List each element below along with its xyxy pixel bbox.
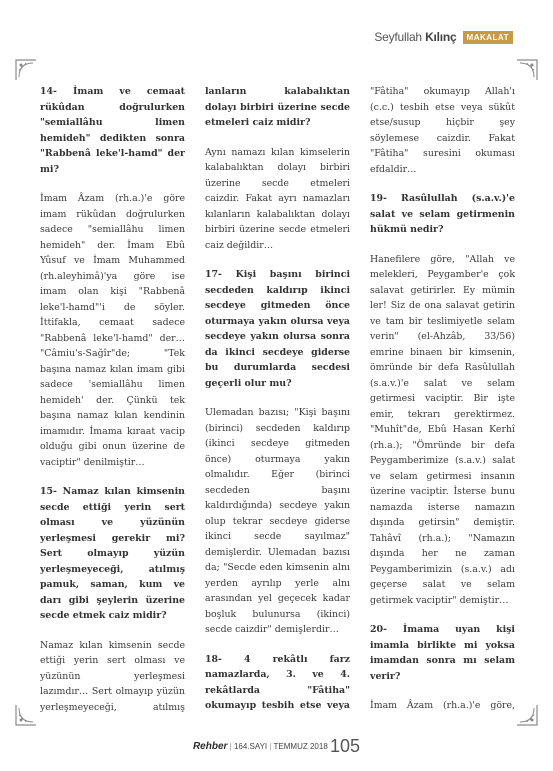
article-body (40, 84, 515, 716)
magazine-brand: Rehber (192, 741, 228, 752)
issue-number: 164.SAYI (233, 742, 268, 751)
corner-ornament-icon (515, 58, 539, 82)
question-heading: 19- Rasûlullah (s.a.v.)'e salat ve selam getirmenin hükmü nedir? (370, 193, 515, 235)
corner-ornament-icon (14, 703, 38, 727)
author-name (374, 30, 456, 44)
question-heading: 14- İmam ve cemaat rükûdan doğrulurken "semiallâhu limen hemideh" dedikten sonra "Rabbenâ leke'l-hamd" der mi? (40, 86, 185, 175)
question-heading: 20- İmama uyan kişi imamla birlikte mi yoksa imamdan sonra mı selam verir? (370, 624, 515, 682)
page-header (374, 30, 513, 44)
column-1 (40, 84, 185, 716)
question-heading: 15- Namaz kılan kimsenin secde ettiği yerin sert olması ve yüzünün yerleşmesi gerekir mi? Sert olmayıp yüzün yerleşmeyeceği, atılmış pamuk, saman, kum ve darı gibi şeylerin üzerine secde etmek caiz midir? (40, 486, 185, 621)
page-number: 105 (330, 736, 361, 756)
answer-paragraph: "Fâtiha" okumayıp Allah'ı (c.c.) tesbih etse veya sükût etse/susup hiçbir şey söylemese caizdir. Fakat "Fâtiha" suresini okuması efdaldir… (370, 86, 515, 175)
column-3 (370, 84, 515, 716)
corner-ornament-icon (515, 703, 539, 727)
footer-separator: | (269, 742, 272, 751)
corner-ornament-icon (14, 58, 38, 82)
answer-paragraph: Namaz kılan kimsenin secde ettiği yerin sert olması ve yüzünün yerleşmesi lazımdır… Sert olmayıp yüzün yerleşmeyeceği, atılmış (40, 639, 185, 713)
answer-paragraph: İmam Âzam (rh.a.)'e göre imam rükûdan doğrulurken sadece "semiallâhu limen hemideh" der. İmam Ebû Yûsuf ve İmam Muhammed (rh.aleyhimâ)'ya göre ise imam olan kişi "Rabbenâ leke'l-hamd"'i de söyler. İttifakla, cemaat sadece "Rabbenâ leke'l-hamd" der… "Câmiu's-Sağîr"de; "Tek başına namaz kılan imam gibi sadece 'semiallâhu limen hemideh' der. Çünkü tek başına namaz kılan kendinin imamıdır. İmama kıraat vacip olduğu gibi onun üzerine de vaciptir" denilmiştir… (40, 193, 185, 468)
page-footer (0, 736, 553, 757)
issue-date: TEMMUZ 2018 (273, 742, 328, 751)
section-badge: MAKALAT (463, 31, 513, 44)
question-heading: 17- Kişi başını birinci secdeden kaldırıp ikinci secdeye gitmeden önce oturmaya yakın olursa veya secdeye yakın olursa sonra da ikinci secdeye giderse bu durumlarda secdesi geçerli olur mu? (205, 269, 350, 389)
column-2 (205, 84, 350, 716)
answer-paragraph: Ulemadan bazısı; "Kişi başını (birinci) secdeden kaldırıp (ikinci secdeye gitmeden önce) oturmaya yakın olmalıdır. Eğer (birinci secdeden başını kaldırdığında) secdeye yakın olup tekrar secdeye giderse ikinci secde sayılmaz" demişlerdir. Ulemadan bazısı da; "Secde eden kimsenin alnı yerden ayrılıp yerle alnı arasından yel geçecek kadar boşluk bulunursa (ikinci) secde caizdir" demişlerdir… (205, 407, 350, 635)
author-first-name: Seyfullah (374, 30, 422, 44)
answer-paragraph: Aynı namazı kılan kimselerin kalabalıktan dolayı birbiri üzerine secde etmeleri caizdir. Fakat ayrı namazları kılanların kalabalıktan dolayı birbiri üzerine secde etmeleri caiz değildir… (205, 146, 350, 251)
footer-separator: | (229, 742, 232, 751)
answer-paragraph: İmam Âzam (rh.a.)'e göre, (370, 700, 515, 711)
answer-paragraph: Hanefilere göre, "Allah ve melekleri, Peygamber'e çok salavat getirirler. Ey mümin ler! Siz de ona salavat getirin ve tam bir teslimiyetle selam verin" (el-Ahzâb, 33/56) emrine binaen bir kimsenin, ömründe bir defa Rasûlullah (s.a.v.)'e salat ve selam getirmesi vaciptir. Bir işte emir, tekrarı gerektirmez. "Muhît"de, Ebû Hasan Kerhî (rh.a.); "Ömründe bir defa Peygamberimize (s.a.v.) salat ve selam getirmesi insanın üzerine vaciptir. İsterse bunu namazda isterse namazın dışında getirsin" demiştir. Tahâvî (rh.a.); "Namazın dışında her ne zaman Peygamberimizin (s.a.v.) adı geçerse salat ve selam getirmek vaciptir" demiştir… (370, 253, 515, 606)
question-heading: lanların kalabalıktan dolayı birbiri üzerine secde etmeleri caiz midir? (205, 86, 350, 128)
author-last-name: Kılınç (425, 30, 457, 44)
question-heading: 18- 4 rekâtlı farz namazlarda, 3. ve 4. rekâtlarda "Fâtiha" okumayıp tesbih etse veya (205, 653, 350, 711)
